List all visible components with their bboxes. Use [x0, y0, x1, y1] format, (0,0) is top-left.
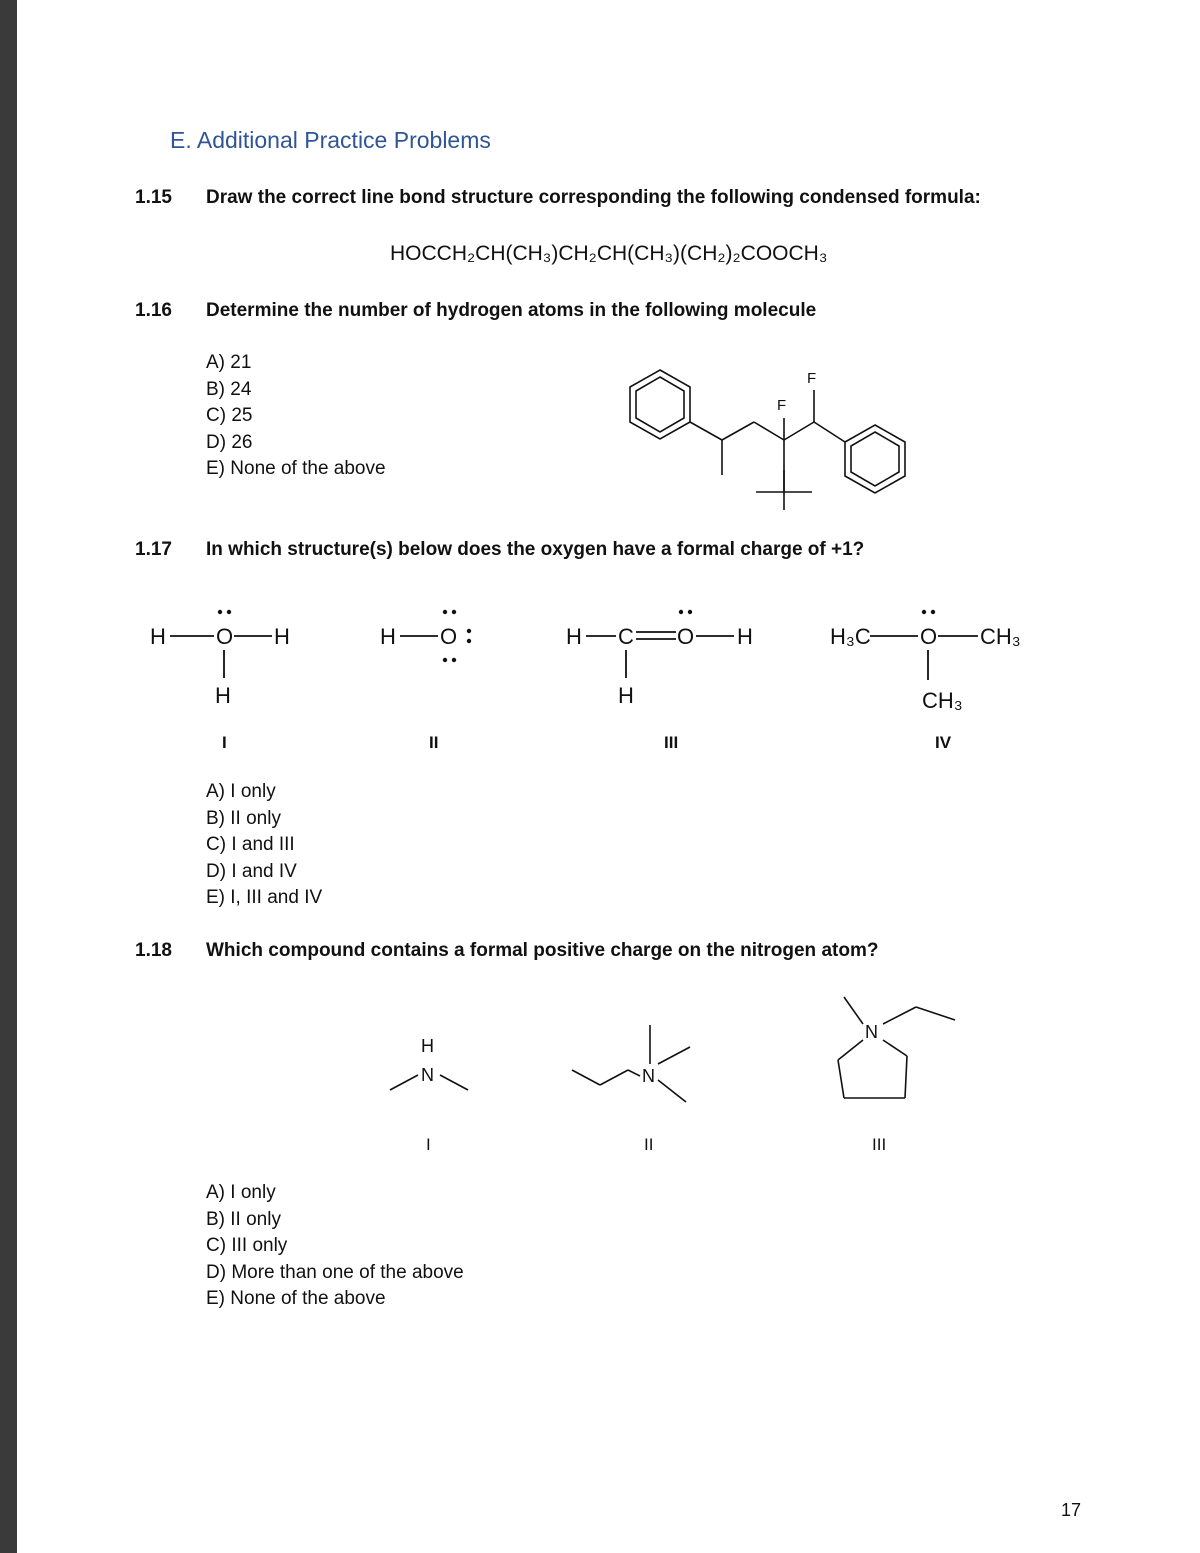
- compound-label-iii: III: [872, 1135, 887, 1154]
- condensed-formula: HOCCH₂CH(CH₃)CH₂CH(CH₃)(CH₂)₂COOCH₃: [390, 242, 828, 265]
- s4-oxygen: O: [920, 624, 938, 649]
- s1-h-left: H: [150, 624, 166, 649]
- difluoro-diphenyl-molecule: [600, 350, 930, 510]
- s2-h: H: [380, 624, 396, 649]
- question-number-1-16: 1.16: [135, 300, 172, 321]
- option-c: C) I and III: [206, 834, 295, 855]
- question-number-1-15: 1.15: [135, 187, 172, 208]
- oxygen-structures: [140, 600, 1060, 760]
- question-text-1-15: Draw the correct line bond structure corresponding the following condensed formula:: [206, 187, 981, 208]
- page-number: 17: [1061, 1500, 1082, 1520]
- nitrogen-compounds: [360, 990, 980, 1160]
- structure-label-iv: IV: [935, 733, 952, 752]
- structure-label-ii: II: [429, 733, 439, 752]
- c1-hydrogen: H: [421, 1036, 434, 1056]
- left-edge-bar: [0, 0, 17, 1553]
- s4-methyl-bottom: CH₃: [922, 688, 963, 713]
- question-text-1-16: Determine the number of hydrogen atoms in the following molecule: [206, 300, 817, 321]
- s3-h-bottom: H: [618, 683, 634, 708]
- option-a: A) I only: [206, 1182, 276, 1203]
- s3-h-left: H: [566, 624, 582, 649]
- compound-label-ii: II: [644, 1135, 654, 1154]
- option-c: C) III only: [206, 1235, 288, 1256]
- question-number-1-17: 1.17: [135, 539, 172, 560]
- c1-nitrogen: N: [421, 1065, 434, 1085]
- option-d: D) 26: [206, 431, 253, 453]
- option-c: C) 25: [206, 405, 253, 426]
- options-1-16: [206, 350, 386, 483]
- option-a: A) 21: [206, 352, 252, 373]
- question-text-1-17: In which structure(s) below does the oxygen have a formal charge of +1?: [206, 539, 865, 560]
- option-e: E) None of the above: [206, 458, 386, 479]
- fluorine-label-2: F: [777, 397, 787, 414]
- s1-oxygen: O: [216, 624, 234, 649]
- compound-label-i: I: [426, 1135, 431, 1154]
- s2-oxygen: O: [440, 624, 458, 649]
- s3-oxygen: O: [677, 624, 695, 649]
- s4-methyl-left: H₃C: [830, 624, 871, 649]
- section-title: E. Additional Practice Problems: [170, 127, 491, 153]
- c2-nitrogen: N: [642, 1066, 655, 1086]
- option-b: B) 24: [206, 378, 252, 400]
- structure-label-iii: III: [664, 733, 679, 752]
- options-1-18: [206, 1180, 464, 1313]
- s1-h-bottom: H: [215, 683, 231, 708]
- s3-h-right: H: [737, 624, 753, 649]
- fluorine-label-1: F: [807, 370, 817, 387]
- c3-nitrogen: N: [865, 1022, 878, 1042]
- option-e: E) None of the above: [206, 1288, 386, 1309]
- s1-h-right: H: [274, 624, 290, 649]
- structure-label-i: I: [222, 733, 227, 752]
- question-text-1-18: Which compound contains a formal positive charge on the nitrogen atom?: [206, 940, 879, 961]
- option-e: E) I, III and IV: [206, 887, 323, 908]
- option-d: D) More than one of the above: [206, 1261, 464, 1283]
- option-d: D) I and IV: [206, 860, 297, 882]
- question-number-1-18: 1.18: [135, 940, 172, 961]
- option-b: B) II only: [206, 1208, 281, 1230]
- option-b: B) II only: [206, 807, 281, 829]
- s4-methyl-right: CH₃: [980, 624, 1021, 649]
- options-1-17: [206, 779, 322, 912]
- option-a: A) I only: [206, 781, 276, 802]
- s3-carbon: C: [618, 624, 634, 649]
